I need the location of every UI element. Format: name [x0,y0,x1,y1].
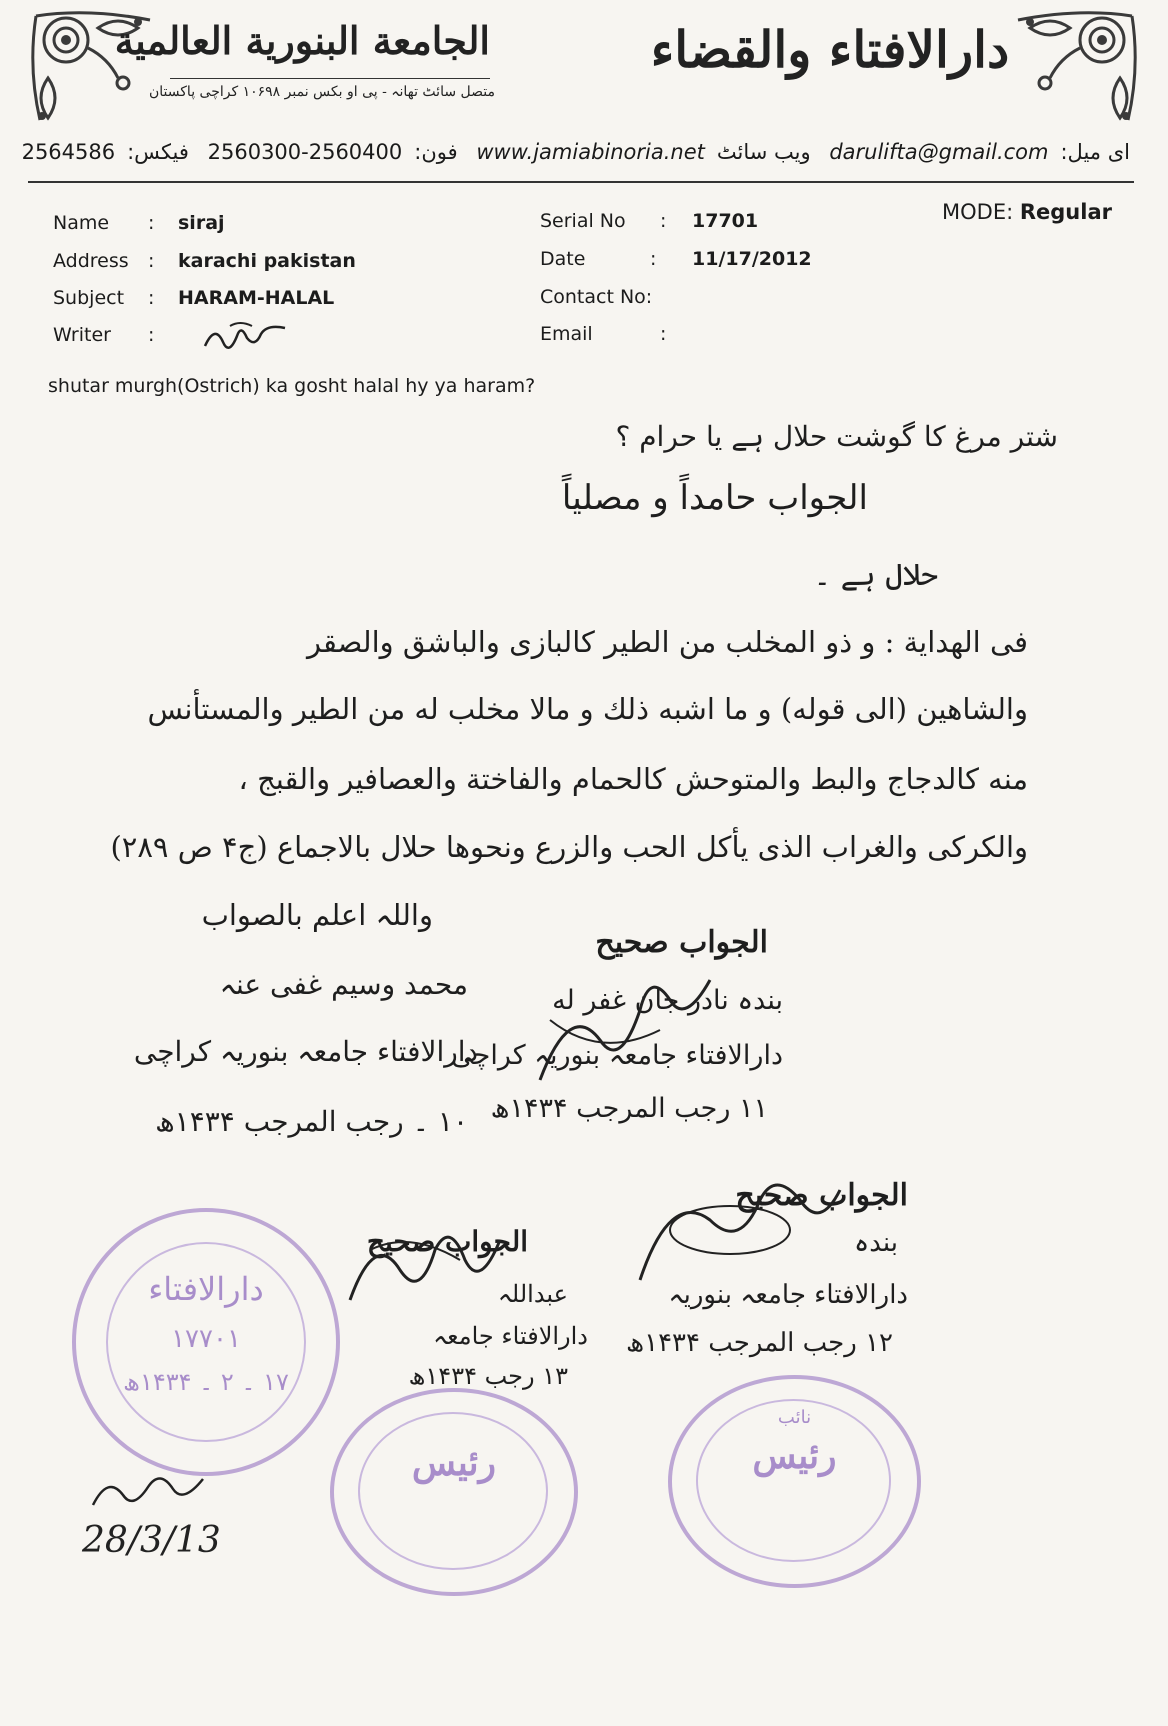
website-label: ویب سائٹ [716,140,811,164]
verifier3-department: دارالافتاء جامعہ بنوریہ [668,1280,908,1310]
email-link[interactable]: darulifta@gmail.com [829,140,1049,164]
answer-ruling: حلال ہے ۔ [813,558,938,593]
name-value: siraj [178,212,225,234]
website-link[interactable]: www.jamiabinoria.net [476,140,705,164]
field-serial [540,210,758,232]
verifier3-signature [620,1170,850,1320]
writer-signature [200,318,290,358]
field-colon: : [650,248,657,270]
signature-scribble-icon [200,318,290,358]
verifier2-signature [340,1210,510,1330]
stamp-inner-ring [358,1412,548,1570]
verifier1-name: بندہ نادر جان غفر له [552,985,783,1016]
field-subject [53,287,334,309]
fax-number: 2564586 [21,140,116,164]
answer-line-2: والشاهين (الی قوله) و ما اشبه ذلك و مالا مخلب له من الطير والمستأنس [147,692,1028,726]
rais-seal-right [668,1375,921,1588]
field-colon: : [148,324,155,346]
question-text: shutar murgh(Ostrich) ka gosht halal hy ya haram? [48,375,536,397]
title-underline [170,78,490,79]
institute-name: الجامعة البنورية العالمية [114,18,490,63]
field-label: Email [540,323,593,345]
verifier2-heading: الجواب صحیح [366,1225,528,1258]
verifier3-date: ۱۲ رجب المرجب ۱۴۳۴ھ [625,1328,893,1358]
field-label: Serial No [540,210,626,232]
writer-date: ۱۰ ۔ رجب المرجب ۱۴۳۴ھ [155,1105,468,1138]
stamp-date: ۱۷ ۔ ۲ ۔ ۱۴۳۴ھ [123,1368,289,1396]
field-email [540,323,666,345]
signature-scribble-icon [340,1210,510,1330]
answer-heading: الجواب حامداً و مصلیاً [561,478,868,518]
field-address [53,250,356,272]
footer-date: 28/3/13 [82,1520,221,1561]
floral-ornament-icon [1010,8,1140,128]
field-label: Address [53,250,129,272]
verifier1-date: ۱۱ رجب المرجب ۱۴۳۴ھ [490,1093,768,1124]
writer-department: دارالافتاء جامعہ بنوریہ کراچی [133,1035,478,1068]
question-urdu: شتر مرغ کا گوشت حلال ہے یا حرام ؟ [615,420,1058,453]
contact-line [21,140,1130,164]
writer-name: محمد وسیم غفی عنہ [219,968,468,1001]
field-colon: : [148,250,155,272]
email-label: ای میل: [1060,140,1130,164]
field-mode [942,200,1112,224]
field-label: Subject [53,287,125,309]
verifier3-heading: الجواب صحیح [735,1178,908,1213]
field-label: Contact No: [540,286,653,308]
field-label: Date [540,248,586,270]
answer-closing: واللہ اعلم بالصواب [201,898,433,932]
field-name [53,212,225,234]
serial-value: 17701 [692,210,759,232]
signature-scribble-icon [530,960,720,1110]
department-title: دارالافتاء والقضاء [650,20,1010,79]
institute-address: متصل سائٹ تھانہ - پی او بکس نمبر ۱۰۶۹۸ کراچی پاکستان [149,84,495,100]
field-colon: : [148,287,155,309]
address-value: karachi pakistan [178,250,356,272]
footer-signature [88,1465,208,1520]
corner-ornament-right [1010,8,1140,128]
verifier1-heading: الجواب صحیح [595,925,768,960]
phone-number: 2560300-2560400 [207,140,403,164]
signature-scribble-icon [620,1170,850,1320]
signature-scribble-icon [88,1465,208,1520]
mode-label: MODE: [942,200,1014,224]
field-writer [53,324,178,346]
stamp-number: ۱۷۷۰۱ [171,1324,241,1354]
seal-title: رئیس [411,1442,497,1484]
subject-value: HARAM-HALAL [178,287,335,309]
field-colon: : [148,212,155,234]
field-colon: : [660,323,667,345]
field-colon: : [660,210,667,232]
seal-title: رئیس [752,1435,837,1477]
field-label: Writer [53,324,111,346]
verifier3-name: بندہ [854,1228,898,1258]
answer-line-3: منه کالدجاج والبط والمتوحش کالحمام والفاختة والعصافير والقبج ، [238,762,1028,796]
phone-label: فون: [414,140,458,164]
mode-value: Regular [1019,200,1112,224]
date-value: 11/17/2012 [692,248,812,270]
rais-seal-middle [330,1388,578,1596]
answer-line-1: فی الهداية : و ذو المخلب من الطير کالبازی والباشق والصقر [306,625,1028,659]
verifier2-department: دارالافتاء جامعہ [433,1322,588,1350]
field-date [540,248,812,270]
seal-deputy: نائب [777,1407,812,1428]
field-contact [540,286,652,308]
fax-label: فیکس: [127,140,189,164]
verifier1-department: دارالافتاء جامعہ بنوریہ کراچی [451,1040,783,1071]
verifier2-name: عبداللہ [497,1280,568,1308]
stamp-title: دارالافتاء [148,1270,264,1308]
field-label: Name [53,212,110,234]
header-divider [28,181,1134,183]
verifier1-signature [530,960,720,1110]
answer-line-4: والکرکی والغراب الذی يأكل الحب والزرع ونحوها حلال بالاجماع (ج۴ ص ۲۸۹) [110,830,1028,864]
office-stamp [72,1208,340,1476]
verifier2-date: ۱۳ رجب ۱۴۳۴ھ [408,1362,568,1390]
